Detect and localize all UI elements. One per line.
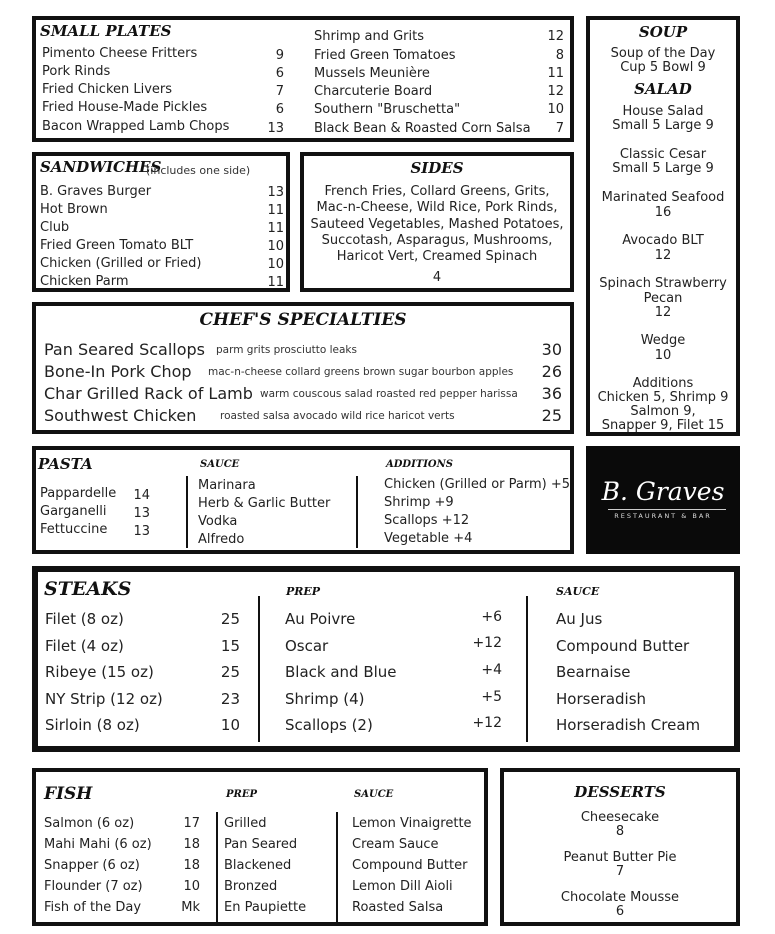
fish-item: Flounder (7 oz) [44, 879, 143, 894]
dessert-price: 7 [615, 864, 625, 879]
small-plate-price: 12 [547, 29, 564, 44]
pasta-additions-title: ADDITIONS [386, 459, 453, 470]
sandwich-price: 11 [267, 275, 284, 290]
small-plate-item: Southern "Bruschetta" [314, 102, 461, 117]
salad-price: 12 [654, 305, 672, 320]
steak-prep-price: +12 [472, 635, 502, 651]
small-plate-item: Mussels Meunière [314, 66, 430, 81]
specialty-desc: warm couscous salad roasted red pepper harissa [260, 388, 518, 400]
steak-prep: Oscar [285, 637, 329, 655]
sides-section [300, 152, 574, 292]
sandwich-item: B. Graves Burger [40, 184, 152, 199]
small-plate-item: Charcuterie Board [314, 84, 433, 99]
soup-prices: Cup 5 Bowl 9 [620, 60, 706, 75]
pasta-title: PASTA [38, 455, 93, 473]
small-plate-price: 6 [275, 102, 284, 117]
steak-prep-price: +4 [481, 662, 502, 678]
salad-name: Marinated Seafood [601, 190, 725, 205]
salad-name: Avocado BLT [622, 233, 704, 248]
steak-item: Sirloin (8 oz) [45, 716, 140, 734]
steaks-title: STEAKS [44, 578, 132, 600]
specialty-name: Pan Seared Scallops [44, 340, 206, 359]
pasta-price: 13 [133, 506, 150, 521]
sandwich-item: Chicken Parm [40, 274, 129, 289]
specialty-price: 25 [541, 406, 562, 425]
soup-name: Soup of the Day [610, 46, 716, 61]
steak-sauce: Bearnaise [556, 663, 631, 681]
small-plate-item: Fried Green Tomatoes [314, 48, 456, 63]
dessert-price: 6 [615, 904, 625, 919]
specialties-title: CHEF'S SPECIALTIES [199, 310, 407, 330]
pasta-addition: Vegetable +4 [384, 531, 473, 546]
steak-prep-price: +6 [481, 609, 502, 625]
small-plate-item: Fried House-Made Pickles [42, 100, 208, 115]
steak-prep-price: +5 [481, 689, 502, 705]
pasta-sauce: Vodka [198, 514, 238, 529]
fish-sauce: Roasted Salsa [352, 900, 444, 915]
specialties-section [32, 302, 574, 434]
specialty-desc: mac-n-cheese collard greens brown sugar bourbon apples [208, 366, 514, 378]
small-plate-item: Pork Rinds [42, 64, 111, 79]
sandwich-item: Chicken (Grilled or Fried) [40, 256, 202, 271]
salad-price: Small 5 Large 9 [612, 118, 714, 133]
small-plate-item: Pimento Cheese Fritters [42, 46, 198, 61]
desserts-section [500, 768, 740, 926]
fish-sauce: Lemon Vinaigrette [352, 816, 472, 831]
small-plate-price: 13 [267, 121, 284, 136]
specialty-price: 30 [541, 340, 562, 359]
steak-sauce: Au Jus [556, 610, 603, 628]
small-plate-item: Bacon Wrapped Lamb Chops [42, 119, 230, 134]
soup-salad-section [586, 16, 740, 436]
pasta-item: Pappardelle [40, 486, 117, 501]
addition-line: Snapper 9, Filet 15 [601, 418, 725, 433]
steak-price: 10 [220, 716, 240, 734]
salad-name: Spinach Strawberry [599, 276, 727, 291]
fish-prep-title: PREP [226, 789, 257, 800]
sides-line: French Fries, Collard Greens, Grits, [324, 184, 550, 199]
steak-prep: Shrimp (4) [285, 690, 365, 708]
fish-sauce: Lemon Dill Aioli [352, 879, 453, 894]
sandwich-item: Fried Green Tomato BLT [40, 238, 194, 253]
small-plate-price: 7 [275, 84, 284, 99]
pasta-addition: Chicken (Grilled or Parm) +5 [384, 477, 571, 492]
steak-sauce: Compound Butter [556, 637, 690, 655]
additions-title: Additions [632, 376, 694, 391]
steak-prep: Au Poivre [285, 610, 356, 628]
fish-price: 18 [183, 858, 200, 873]
fish-prep: En Paupiette [224, 900, 307, 915]
fish-prep: Pan Seared [224, 837, 298, 852]
fish-sauce-title: SAUCE [354, 789, 394, 800]
specialty-price: 26 [541, 362, 562, 381]
sandwiches-section [32, 152, 290, 292]
specialty-name: Southwest Chicken [44, 406, 197, 425]
sides-line: Sauteed Vegetables, Mashed Potatoes, [310, 217, 564, 232]
divider [258, 596, 260, 742]
divider [186, 476, 188, 548]
pasta-sauce-title: SAUCE [200, 459, 240, 470]
steak-price: 23 [220, 690, 240, 708]
soup-title: SOUP [638, 23, 688, 41]
small-plate-item: Fried Chicken Livers [42, 82, 173, 97]
fish-price: 17 [183, 816, 200, 831]
steak-price: 25 [220, 663, 240, 681]
fish-sauce: Cream Sauce [352, 837, 439, 852]
small-plates-title: SMALL PLATES [40, 22, 172, 40]
small-plates-section [32, 16, 574, 142]
sandwich-price: 13 [267, 185, 284, 200]
salad-price: 12 [654, 248, 672, 263]
sandwich-item: Hot Brown [40, 202, 108, 217]
fish-prep: Grilled [224, 816, 267, 831]
pasta-sauce: Herb & Garlic Butter [198, 496, 331, 511]
fish-sauce: Compound Butter [352, 858, 468, 873]
divider [356, 476, 358, 548]
salad-name: House Salad [622, 104, 704, 119]
fish-title: FISH [44, 784, 93, 804]
desserts-title: DESSERTS [574, 783, 666, 801]
fish-price: 18 [183, 837, 200, 852]
divider [216, 812, 218, 922]
pasta-price: 14 [133, 488, 150, 503]
steaks-sauce-title: SAUCE [556, 585, 600, 598]
steak-item: Filet (8 oz) [45, 610, 124, 628]
steak-price: 15 [220, 637, 240, 655]
steak-sauce: Horseradish Cream [556, 716, 701, 734]
fish-prep: Blackened [224, 858, 292, 873]
specialty-name: Bone-In Pork Chop [44, 362, 192, 381]
sandwich-price: 11 [267, 203, 284, 218]
steak-prep-price: +12 [472, 715, 502, 731]
salad-title: SALAD [634, 80, 692, 98]
salad-name: Classic Cesar [619, 147, 707, 162]
sides-title: SIDES [410, 159, 464, 177]
sides-line: Succotash, Asparagus, Mushrooms, [321, 233, 553, 248]
sandwich-price: 10 [267, 239, 284, 254]
specialty-desc: parm grits prosciutto leaks [216, 344, 357, 356]
steak-price: 25 [220, 610, 240, 628]
sides-line: Haricot Vert, Creamed Spinach [336, 249, 538, 264]
logo-rule [608, 509, 726, 510]
steak-item: Ribeye (15 oz) [45, 663, 154, 681]
dessert-name: Peanut Butter Pie [563, 850, 677, 865]
pasta-item: Fettuccine [40, 522, 108, 537]
small-plate-item: Black Bean & Roasted Corn Salsa [314, 121, 531, 136]
pasta-sauce: Alfredo [198, 532, 245, 547]
logo-name: B. Graves [601, 477, 725, 506]
logo [586, 446, 740, 554]
dessert-price: 8 [615, 824, 625, 839]
addition-line: Chicken 5, Shrimp 9 [597, 390, 729, 405]
fish-prep: Bronzed [224, 879, 278, 894]
small-plate-price: 9 [275, 48, 284, 63]
small-plate-price: 12 [547, 84, 564, 99]
specialty-desc: roasted salsa avocado wild rice haricot verts [220, 410, 455, 422]
specialty-name: Char Grilled Rack of Lamb [44, 384, 253, 403]
fish-section [32, 768, 488, 926]
fish-item: Mahi Mahi (6 oz) [44, 837, 152, 852]
fish-item: Salmon (6 oz) [44, 816, 135, 831]
small-plate-item: Shrimp and Grits [314, 29, 424, 44]
pasta-addition: Scallops +12 [384, 513, 470, 528]
steaks-section [32, 566, 740, 752]
salad-name-2: Pecan [643, 291, 683, 306]
steak-item: NY Strip (12 oz) [45, 690, 163, 708]
fish-price: 10 [183, 879, 200, 894]
salad-price: 16 [654, 205, 672, 220]
divider [336, 812, 338, 922]
steak-prep: Black and Blue [285, 663, 397, 681]
fish-price: Mk [181, 900, 200, 915]
steak-prep: Scallops (2) [285, 716, 373, 734]
small-plate-price: 6 [275, 66, 284, 81]
small-plate-price: 8 [555, 48, 564, 63]
pasta-item: Garganelli [40, 504, 107, 519]
sandwich-price: 10 [267, 257, 284, 272]
sides-price: 4 [432, 270, 442, 285]
pasta-sauce: Marinara [198, 478, 256, 493]
salad-price: 10 [654, 348, 672, 363]
small-plate-price: 11 [547, 66, 564, 81]
small-plate-price: 10 [547, 102, 564, 117]
salad-price: Small 5 Large 9 [612, 161, 714, 176]
fish-item: Fish of the Day [44, 900, 142, 915]
steaks-prep-title: PREP [286, 585, 321, 598]
steak-item: Filet (4 oz) [45, 637, 124, 655]
pasta-addition: Shrimp +9 [384, 495, 454, 510]
pasta-section [32, 446, 574, 554]
specialty-price: 36 [541, 384, 562, 403]
sandwich-item: Club [40, 220, 70, 235]
sandwich-price: 11 [267, 221, 284, 236]
salad-name: Wedge [640, 333, 686, 348]
small-plate-price: 7 [555, 121, 564, 136]
sides-line: Mac-n-Cheese, Wild Rice, Pork Rinds, [316, 200, 558, 215]
sandwiches-note: (includes one side) [146, 164, 251, 177]
sandwiches-title: SANDWICHES [40, 158, 162, 176]
fish-item: Snapper (6 oz) [44, 858, 140, 873]
divider [526, 596, 528, 742]
dessert-name: Cheesecake [580, 810, 660, 825]
addition-line: Salmon 9, [630, 404, 696, 419]
logo-tagline: RESTAURANT & BAR [614, 512, 712, 520]
dessert-name: Chocolate Mousse [560, 890, 680, 905]
pasta-price: 13 [133, 524, 150, 539]
steak-sauce: Horseradish [556, 690, 647, 708]
